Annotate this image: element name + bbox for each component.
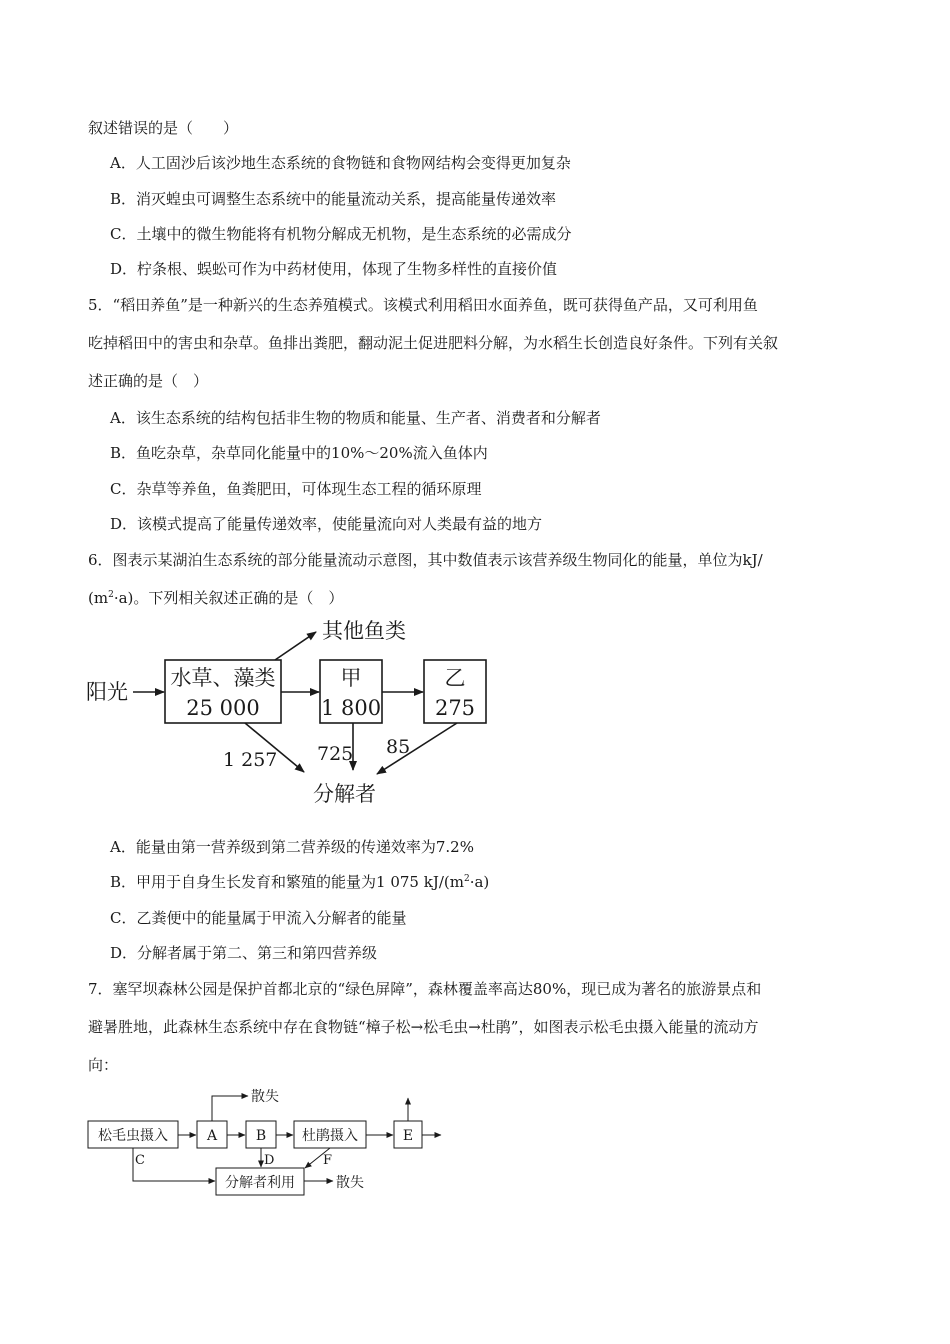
box-b-label: B xyxy=(255,1128,267,1144)
q5-option-c: C．杂草等养鱼，鱼粪肥田，可体现生态工程的循环原理 xyxy=(110,480,482,498)
label-c: C xyxy=(135,1153,145,1168)
q6-option-b xyxy=(110,872,489,892)
q5-option-a: A．该生态系统的结构包括非生物的物质和能量、生产者、消费者和分解者 xyxy=(110,409,601,427)
energy-flow-diagram-lake xyxy=(80,612,520,812)
decomposer-use-label: 分解者利用 xyxy=(225,1175,295,1191)
q6-option-b-sup: 2 xyxy=(463,874,470,884)
q7-stem-line-3: 向： xyxy=(88,1056,119,1074)
q5-stem-line-3: 述正确的是（ ） xyxy=(88,372,209,390)
q6-stem-line-2 xyxy=(88,588,343,608)
yi-to-decomposer-value: 85 xyxy=(386,736,411,758)
pine-caterpillar-intake-label: 松毛虫摄入 xyxy=(98,1128,168,1144)
arrow-a-to-dissipate xyxy=(212,1096,248,1121)
q6-stem-unit-open: (m xyxy=(88,589,109,607)
q6-option-d: D．分解者属于第二、第三和第四营养级 xyxy=(110,944,378,962)
label-d: D xyxy=(264,1153,275,1168)
q7-stem-line-1: 7．塞罕坝森林公园是保护首都北京的“绿色屏障”，森林覆盖率高达80%，现已成为著名的旅游景点和 xyxy=(88,980,762,998)
energy-flow-diagram-pine-caterpillar xyxy=(85,1080,455,1200)
dissipate-bottom-label: 散失 xyxy=(336,1175,364,1191)
jia-value: 1 800 xyxy=(320,696,382,720)
q6-option-c: C．乙粪便中的能量属于甲流入分解者的能量 xyxy=(110,909,407,927)
q4-option-c: C．土壤中的微生物能将有机物分解成无机物，是生态系统的必需成分 xyxy=(110,225,572,243)
producer-value: 25 000 xyxy=(186,696,260,720)
q5-option-b: B．鱼吃杂草，杂草同化能量中的10%～20%流入鱼体内 xyxy=(110,444,488,462)
q6-stem-rest: ·a)。下列相关叙述正确的是（ ） xyxy=(113,589,344,607)
sunlight-label: 阳光 xyxy=(86,680,128,704)
arrow-producer-to-other-fish xyxy=(275,632,316,660)
label-f: F xyxy=(323,1153,333,1168)
box-a-label: A xyxy=(206,1128,218,1144)
decomposer-label: 分解者 xyxy=(313,782,376,806)
jia-name: 甲 xyxy=(340,666,362,690)
q6-option-a: A．能量由第一营养级到第二营养级的传递效率为7.2% xyxy=(110,838,474,856)
cuckoo-intake-label: 杜鹃摄入 xyxy=(302,1128,358,1144)
q6-option-b-tail: ·a) xyxy=(469,873,490,891)
q4-option-a: A．人工固沙后该沙地生态系统的食物链和食物网结构会变得更加复杂 xyxy=(110,154,571,172)
q5-stem-line-1: 5．“稻田养鱼”是一种新兴的生态养殖模式。该模式利用稻田水面养鱼，既可获得鱼产品，又可利用鱼 xyxy=(88,296,758,314)
producer-to-decomposer-value: 1 257 xyxy=(223,749,278,771)
q5-stem-line-2: 吃掉稻田中的害虫和杂草。鱼排出粪肥，翻动泥土促进肥料分解，为水稻生长创造良好条件。下列有关叙 xyxy=(88,334,779,352)
q6-stem-line-1: 6．图表示某湖泊生态系统的部分能量流动示意图，其中数值表示该营养级生物同化的能量，单位为kJ/ xyxy=(88,551,763,569)
box-e-label: E xyxy=(402,1128,414,1144)
yi-value: 275 xyxy=(434,696,476,720)
q5-option-d: D．该模式提高了能量传递效率，使能量流向对人类最有益的地方 xyxy=(110,515,543,533)
q6-option-b-text: B．甲用于自身生长发育和繁殖的能量为1 075 kJ/(m xyxy=(110,873,464,891)
q6-stem-unit-sup: 2 xyxy=(108,590,114,600)
q4-option-d: D．柠条根、蜈蚣可作为中药材使用，体现了生物多样性的直接价值 xyxy=(110,260,558,278)
dissipate-top-label: 散失 xyxy=(251,1089,279,1105)
q7-stem-line-2: 避暑胜地，此森林生态系统中存在食物链“樟子松→松毛虫→杜鹃”，如图表示松毛虫摄入能量的流动方 xyxy=(88,1018,759,1036)
q4-stem-tail: 叙述错误的是（ ） xyxy=(88,119,239,137)
jia-to-decomposer-value: 725 xyxy=(317,743,354,765)
other-fish-label: 其他鱼类 xyxy=(322,619,406,643)
arrow-c-to-decomposer xyxy=(133,1148,215,1181)
yi-name: 乙 xyxy=(444,666,466,690)
q4-option-b: B．消灭蝗虫可调整生态系统中的能量流动关系，提高能量传递效率 xyxy=(110,190,557,208)
producer-name: 水草、藻类 xyxy=(170,666,276,690)
